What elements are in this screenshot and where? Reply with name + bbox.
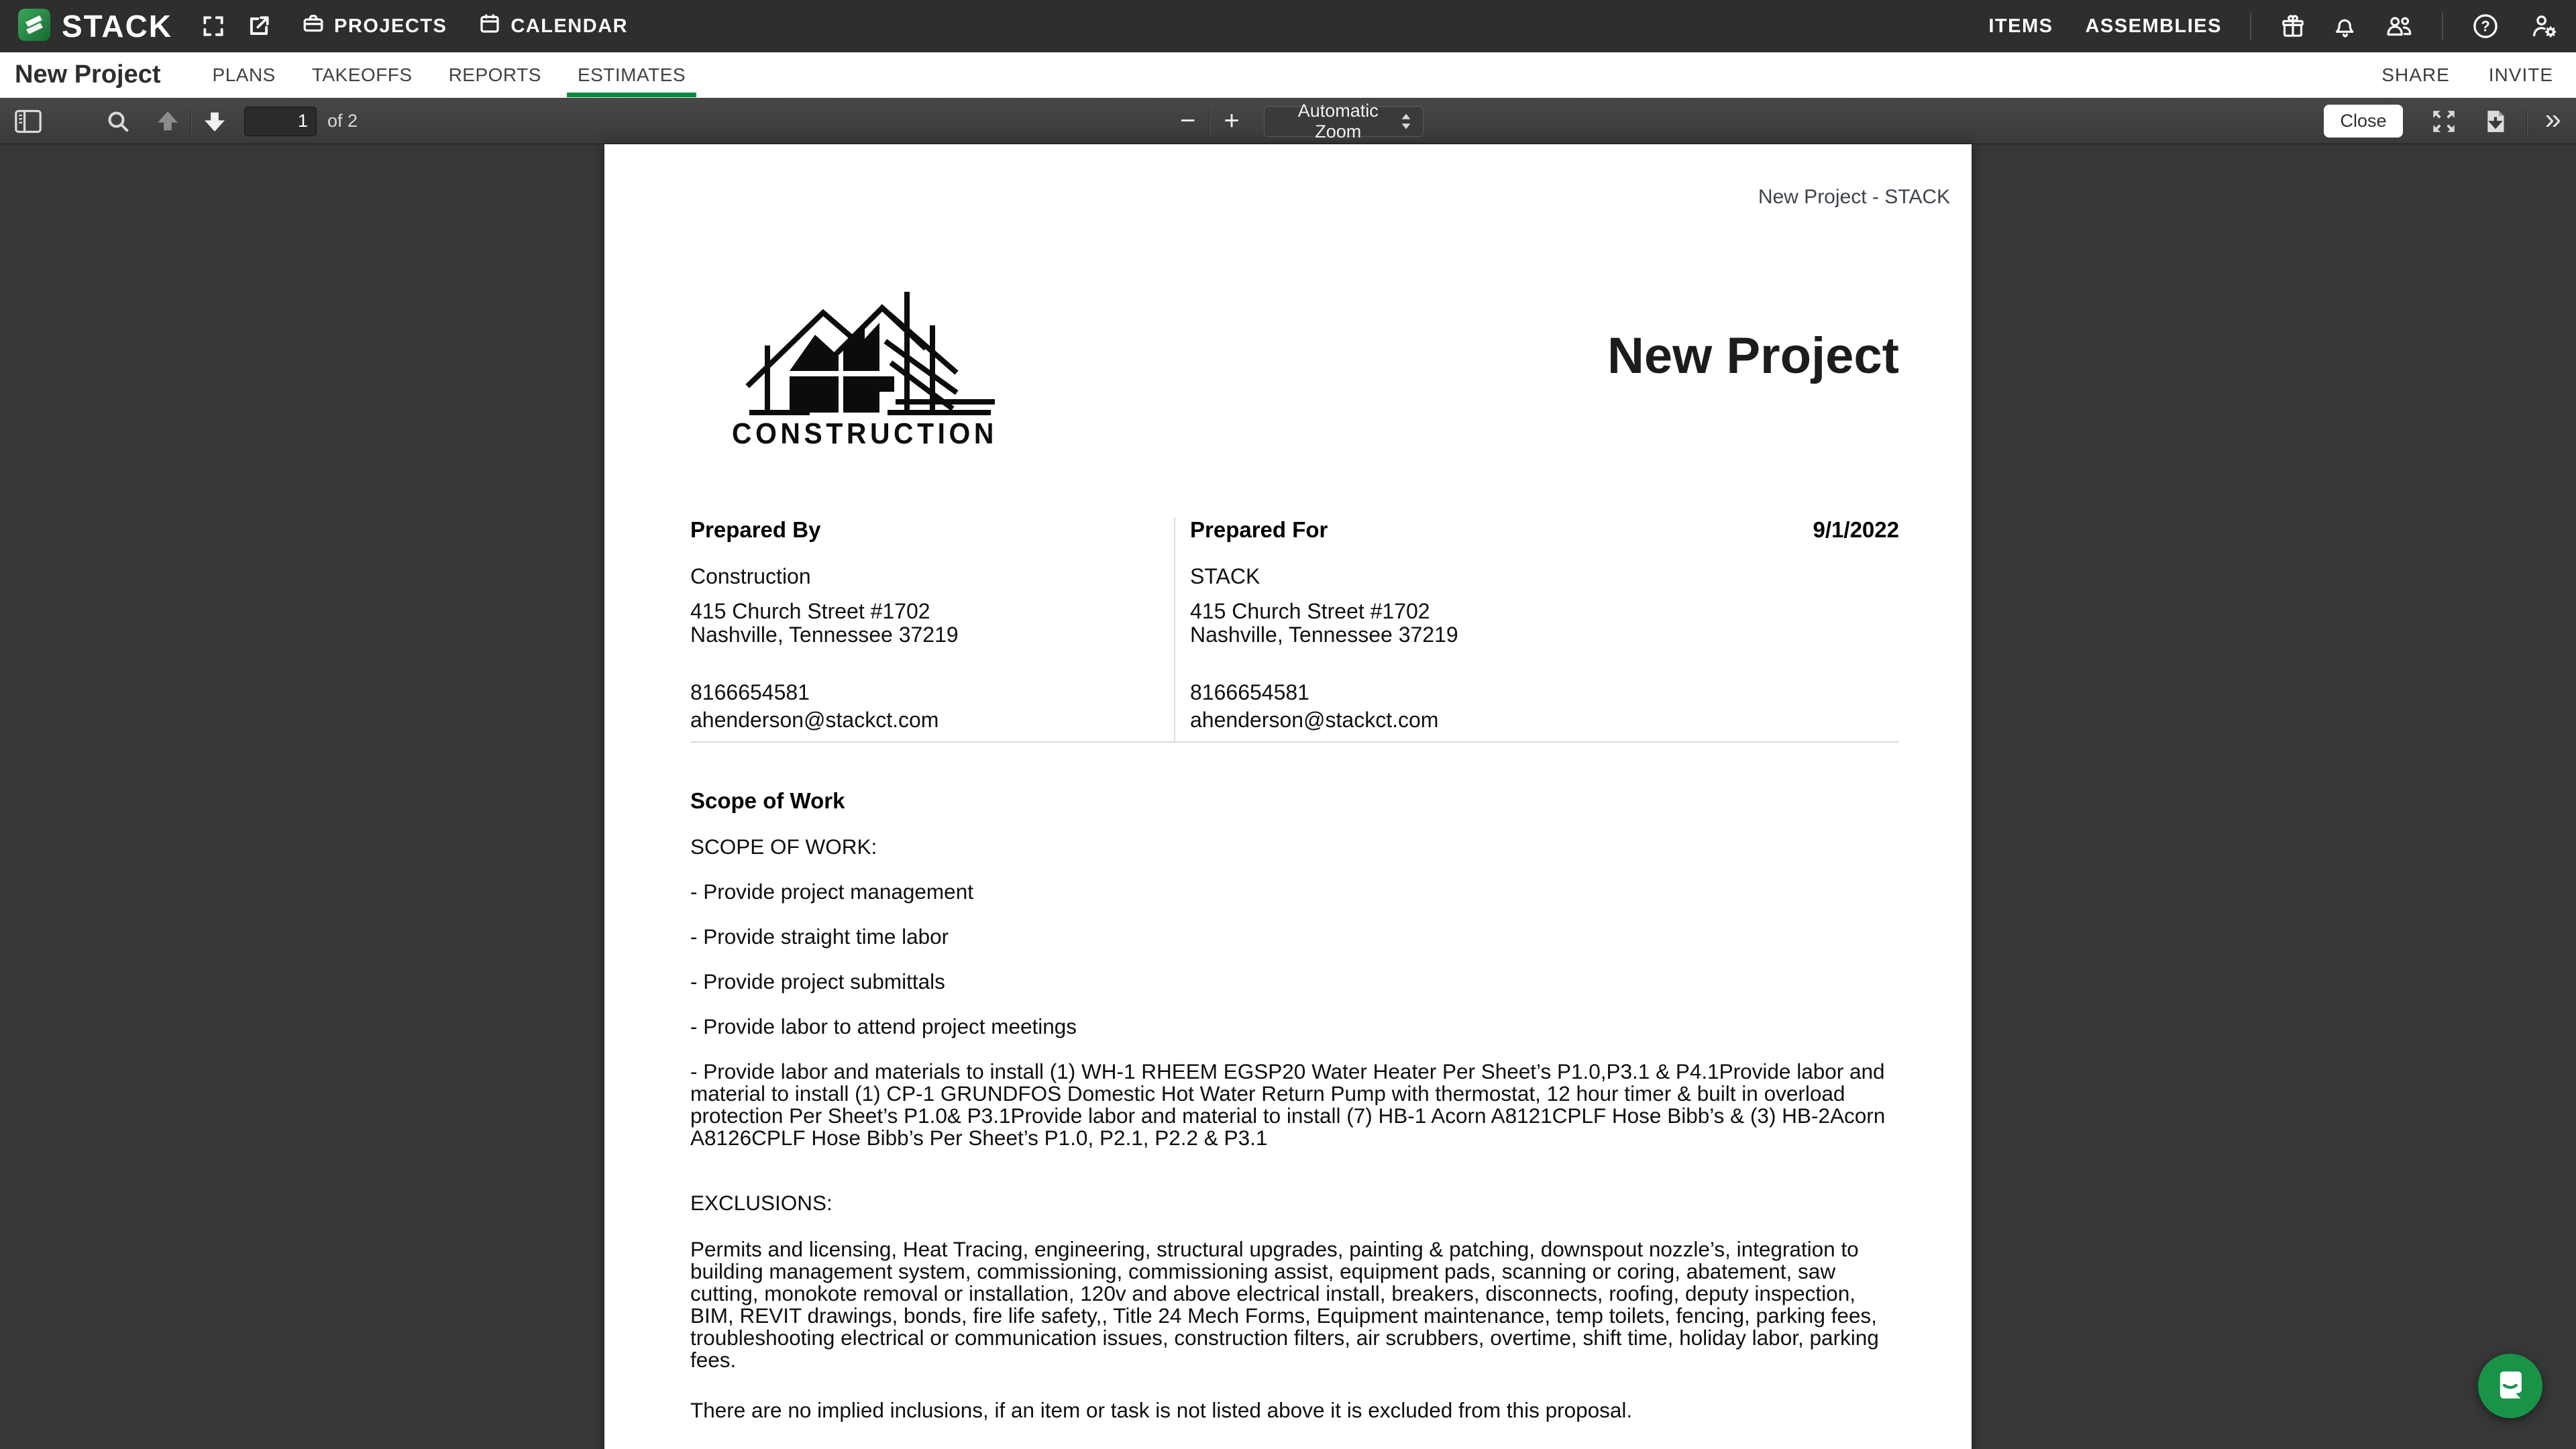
invite-button[interactable]: INVITE — [2488, 64, 2553, 85]
nav-projects[interactable] — [301, 11, 447, 41]
prepared-by-address2: Nashville, Tennessee 37219 — [690, 623, 959, 647]
zoom-out-button[interactable]: − — [1180, 106, 1196, 136]
prepared-by-phone: 8166654581 — [690, 680, 810, 704]
section-divider — [690, 741, 1899, 743]
zoom-level-select[interactable] — [1264, 100, 1424, 142]
pdf-viewer-area[interactable] — [0, 144, 2576, 1449]
help-icon[interactable] — [2471, 12, 2500, 40]
share-button[interactable]: SHARE — [2381, 64, 2450, 85]
page-number-input[interactable] — [244, 107, 317, 136]
stack-logo[interactable] — [17, 8, 172, 45]
scope-detail: - Provide labor and materials to install (1) WH-1 RHEEM EGSP20 Water Heater Per Sheet’s P1.0,P3.1 & P4.1Provide labor and material to install (1) CP-1 GRUNDFOS Domestic Hot Water Return Pump with thermostat, 12 hour timer & built in overload protection Per Sheet’s P1.0& P3.1Provide labor and material to install (7) HB-1 Acorn A8121CPLF Hose Bibb’s & (3) HB-2Acorn A8126CPLF Hose Bibb’s Per Sheet’s P1.0, P2.1, P2.2 & P3.1 — [690, 1059, 1886, 1150]
sidebar-toggle-icon[interactable] — [13, 108, 43, 135]
gift-icon[interactable] — [2279, 13, 2306, 40]
prepared-for-address2: Nashville, Tennessee 37219 — [1190, 623, 1458, 647]
scope-footnote: There are no implied inclusions, if an item or task is not listed above it is excluded from this proposal. — [690, 1398, 1633, 1422]
scope-bullet: - Provide labor to attend project meetings — [690, 1014, 1077, 1038]
external-link-icon[interactable] — [246, 13, 272, 39]
tab-estimates[interactable]: ESTIMATES — [567, 52, 696, 97]
exclusions-body: Permits and licensing, Heat Tracing, engineering, structural upgrades, painting & patching, downspout nozzle’s, integration to building management system, commissioning, commissioning assist, equipment pads, scanning or coring, abatement, saw cutting, monokote removal or installation, 120v and above electrical install, breakers, disconnects, roofing, deputy inspection, BIM, REVIT drawings, bonds, fire life safety,, Title 24 Mech Forms, Equipment maintenance, temp toilets, fencing, parking fees, troubleshooting electrical or communication issues, construction filters, air scrubbers, overtime, shift time, holiday labor, parking fees. — [690, 1237, 1879, 1372]
prepared-by-name: Construction — [690, 564, 811, 588]
calendar-icon — [478, 11, 502, 41]
close-button[interactable]: Close — [2324, 105, 2402, 138]
doc-page-header: New Project - STACK — [1758, 186, 1950, 208]
previous-page-icon[interactable] — [154, 108, 181, 135]
download-icon[interactable] — [2482, 107, 2509, 136]
scope-intro: SCOPE OF WORK: — [690, 835, 877, 859]
tab-reports[interactable]: REPORTS — [448, 64, 541, 85]
nav-calendar[interactable] — [478, 11, 628, 41]
tab-takeoffs[interactable]: TAKEOFFS — [311, 64, 413, 85]
pdf-page — [604, 144, 1972, 1449]
topbar-divider — [2250, 12, 2251, 40]
toolbar-divider — [2526, 108, 2528, 135]
scope-of-work-section — [690, 790, 1899, 1444]
briefcase-icon — [301, 11, 325, 41]
scope-bullet: - Provide project submittals — [690, 969, 945, 994]
project-tabs — [195, 52, 704, 97]
zoom-in-button[interactable]: + — [1224, 106, 1240, 136]
prepared-for-address1: 415 Church Street #1702 — [1190, 599, 1430, 623]
search-icon[interactable] — [105, 108, 131, 135]
prepared-by-address1: 415 Church Street #1702 — [690, 599, 930, 623]
scope-bullet: - Provide project management — [690, 879, 973, 904]
prepared-for-phone: 8166654581 — [1190, 680, 1309, 704]
stack-logo-icon — [17, 8, 51, 45]
nav-assemblies[interactable]: ASSEMBLIES — [2085, 15, 2222, 37]
fullscreen-icon[interactable] — [201, 13, 226, 39]
select-arrows-icon — [1399, 113, 1413, 130]
prepared-for-heading: Prepared For — [1190, 517, 1328, 542]
logo-wordmark: CONSTRUCTION — [732, 417, 998, 449]
zoom-level-value: Automatic Zoom — [1297, 100, 1379, 142]
estimate-title: New Project — [1607, 327, 1899, 384]
chat-bubble-icon — [2493, 1368, 2527, 1404]
prepared-for-name: STACK — [1190, 564, 1260, 588]
exclusions-heading: EXCLUSIONS: — [690, 1191, 833, 1215]
nav-items[interactable]: ITEMS — [1988, 15, 2053, 37]
notifications-bell-icon[interactable] — [2332, 13, 2359, 40]
brand-name: STACK — [62, 9, 173, 44]
prepared-by-block — [690, 517, 1174, 743]
prepared-by-email: ahenderson@stackct.com — [690, 708, 939, 732]
toolbar-divider — [191, 108, 192, 135]
scope-heading: Scope of Work — [690, 788, 845, 813]
chat-launcher-button[interactable] — [2478, 1354, 2542, 1418]
account-settings-icon[interactable] — [2529, 12, 2559, 40]
nav-calendar-label: CALENDAR — [511, 15, 629, 37]
prepared-section — [690, 517, 1899, 743]
toolbar-divider — [1209, 108, 1210, 135]
top-app-bar — [0, 0, 2576, 52]
presentation-mode-icon[interactable] — [2430, 107, 2458, 136]
pdf-toolbar — [0, 99, 2576, 144]
tab-plans[interactable]: PLANS — [212, 64, 276, 85]
help-glyph: ? — [2481, 17, 2490, 35]
topbar-divider — [2442, 12, 2443, 40]
project-title: New Project — [15, 60, 161, 89]
users-icon[interactable] — [2384, 13, 2414, 40]
more-tools-icon[interactable]: » — [2544, 102, 2561, 136]
scope-bullet: - Provide straight time labor — [690, 924, 949, 949]
next-page-icon[interactable] — [201, 108, 228, 135]
prepared-for-email: ahenderson@stackct.com — [1190, 708, 1439, 732]
construction-company-logo — [729, 276, 1000, 452]
project-bar — [0, 52, 2576, 98]
prepared-by-heading: Prepared By — [690, 517, 821, 542]
nav-projects-label: PROJECTS — [334, 15, 447, 37]
page-count-label: of 2 — [327, 111, 358, 131]
prepared-for-block — [1174, 517, 1899, 743]
estimate-date: 9/1/2022 — [1813, 517, 1899, 542]
